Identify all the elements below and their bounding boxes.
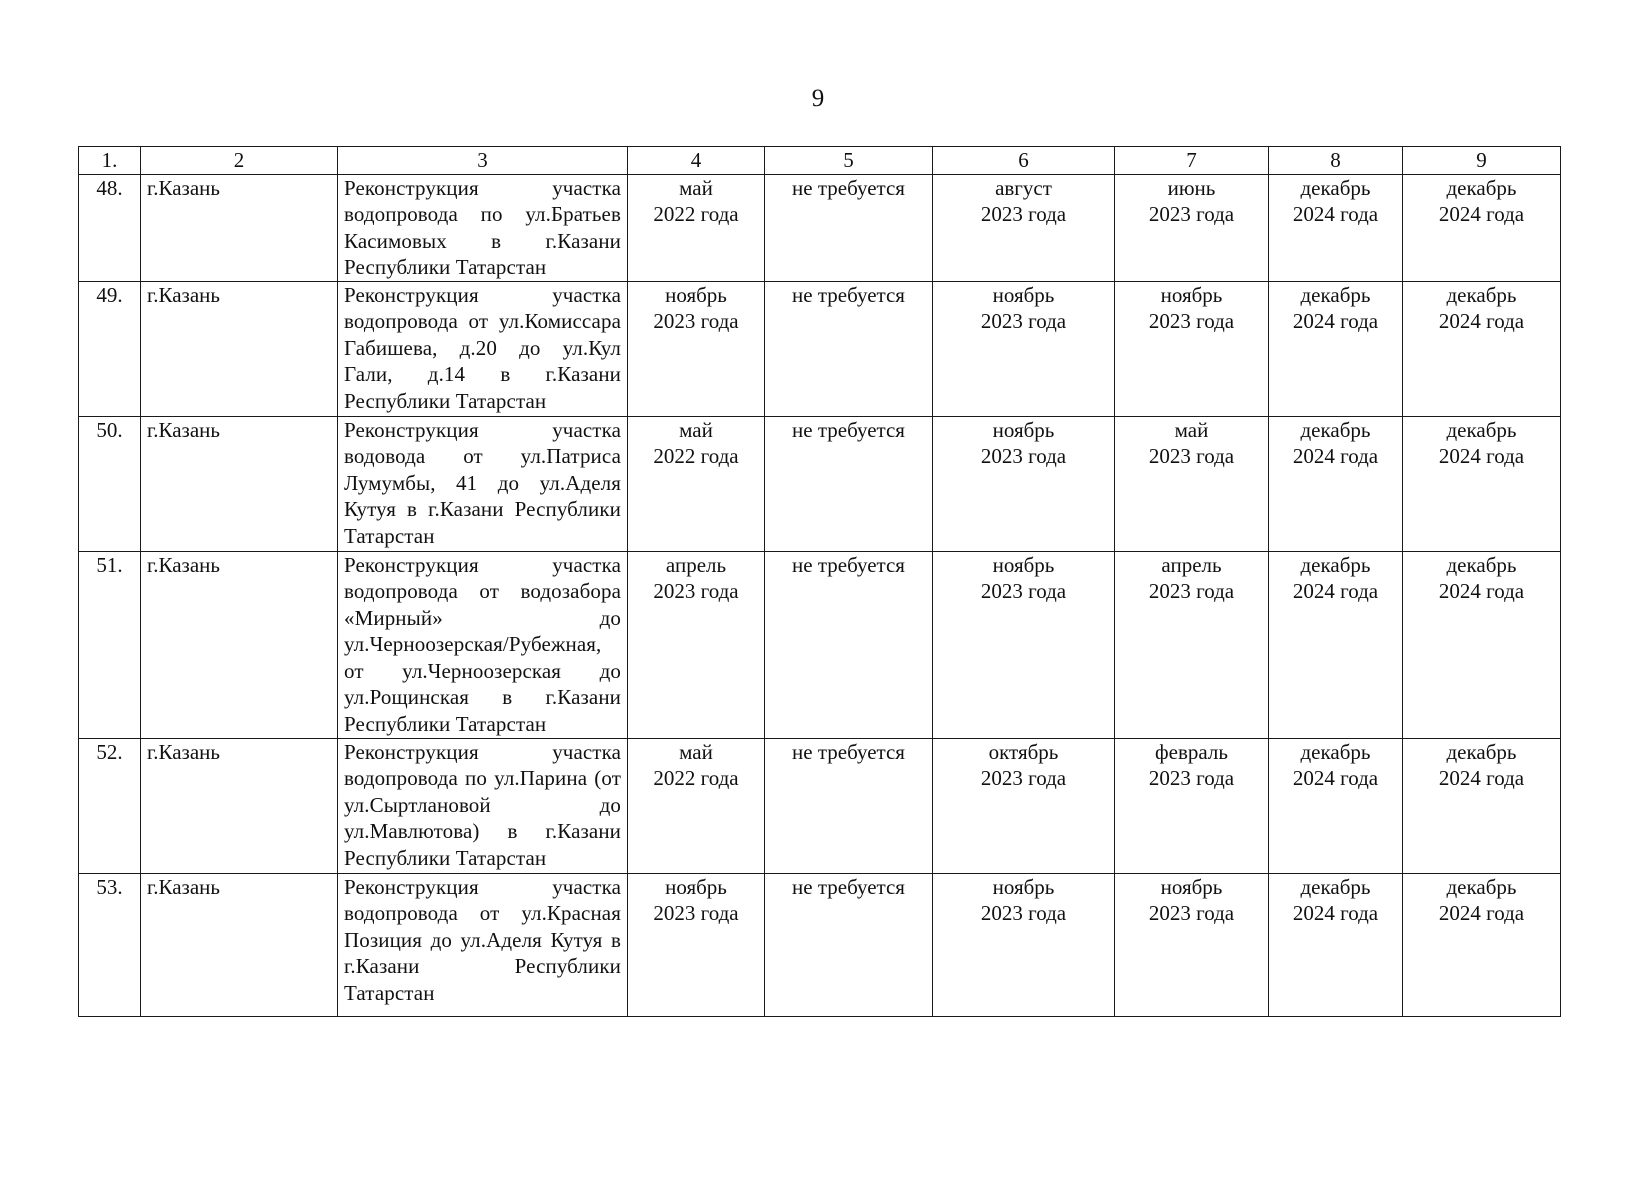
row-col9 [1403,416,1561,551]
row-col8 [1269,551,1403,738]
status-text: не требуется [792,282,905,307]
date-month: май [679,175,713,200]
date-year: 2022 года [653,766,739,790]
status-text: не требуется [792,175,905,200]
page-number: 9 [811,85,825,112]
row-col8 [1269,873,1403,1016]
header-cell-6: 6 [933,147,1115,175]
date-month: ноябрь [665,874,727,899]
row-col6 [933,738,1115,873]
row-description: Реконструкция участка водовода от ул.Патриса Лумумбы, 41 до ул.Аделя Кутуя в г.Казани Республики Татарстан [338,416,628,551]
row-number: 52. [79,738,141,873]
date-month: август [995,175,1052,200]
date-month: ноябрь [1160,282,1223,307]
date-month: апрель [665,552,727,577]
row-col8 [1269,416,1403,551]
row-description: Реконструкция участка водопровода по ул.Парина (от ул.Сыртлановой до ул.Мавлютова) в г.Казани Республики Татарстан [338,738,628,873]
date-month: декабрь [1446,874,1517,899]
row-col5 [765,416,933,551]
row-city: г.Казань [141,551,338,738]
date-month: февраль [1155,739,1228,764]
row-col9 [1403,738,1561,873]
date-month: декабрь [1300,739,1371,764]
row-description: Реконструкция участка водопровода от ул.Красная Позиция до ул.Аделя Кутуя в г.Казани Республики Татарстан [338,873,628,1016]
row-city: г.Казань [141,873,338,1016]
date-year: 2023 года [980,579,1067,603]
date-year: 2023 года [653,579,739,603]
row-col5 [765,281,933,416]
date-year: 2022 года [653,202,739,226]
date-month: ноябрь [992,874,1055,899]
table-row [79,551,1561,738]
header-cell-7: 7 [1115,147,1269,175]
date-year: 2024 года [1438,766,1525,790]
row-col4 [628,873,765,1016]
date-year: 2023 года [1148,444,1235,468]
status-text: не требуется [792,552,905,577]
table-row [79,738,1561,873]
header-cell-2: 2 [141,147,338,175]
row-col9 [1403,174,1561,281]
date-year: 2024 года [1292,766,1379,790]
row-col8 [1269,281,1403,416]
row-city: г.Казань [141,174,338,281]
row-col7 [1115,551,1269,738]
date-year: 2023 года [1148,901,1235,925]
date-year: 2024 года [1438,202,1525,226]
row-city: г.Казань [141,738,338,873]
header-cell-8: 8 [1269,147,1403,175]
row-col6 [933,551,1115,738]
date-year: 2024 года [1292,444,1379,468]
date-year: 2024 года [1292,579,1379,603]
date-month: декабрь [1300,417,1371,442]
header-row [79,147,1561,175]
row-number: 51. [79,551,141,738]
date-year: 2023 года [980,309,1067,333]
row-col7 [1115,416,1269,551]
header-cell-4: 4 [628,147,765,175]
row-col8 [1269,174,1403,281]
date-month: декабрь [1446,282,1517,307]
date-month: декабрь [1446,552,1517,577]
date-year: 2022 года [653,444,739,468]
table-row [79,281,1561,416]
row-number: 48. [79,174,141,281]
schedule-table [78,146,1561,1017]
date-year: 2024 года [1292,202,1379,226]
row-col5 [765,873,933,1016]
date-month: май [679,739,713,764]
row-description: Реконструкция участка водопровода от водозабора «Мирный» до ул.Черноозерская/Рубежная, от ул.Черноозерская до ул.Рощинская в г.Казани Республики Татарстан [338,551,628,738]
header-cell-9: 9 [1403,147,1561,175]
date-year: 2023 года [1148,766,1235,790]
row-col7 [1115,738,1269,873]
row-col4 [628,738,765,873]
date-month: ноябрь [992,282,1055,307]
status-text: не требуется [792,739,905,764]
row-col9 [1403,551,1561,738]
row-col4 [628,416,765,551]
row-col9 [1403,873,1561,1016]
date-month: декабрь [1446,175,1517,200]
row-col8 [1269,738,1403,873]
date-year: 2023 года [1148,202,1235,226]
date-year: 2023 года [653,901,739,925]
date-month: июнь [1167,175,1216,200]
row-description: Реконструкция участка водопровода по ул.Братьев Касимовых в г.Казани Республики Татарстан [338,174,628,281]
date-month: декабрь [1300,874,1371,899]
row-city: г.Казань [141,416,338,551]
header-cell-5: 5 [765,147,933,175]
row-number: 49. [79,281,141,416]
row-col4 [628,174,765,281]
row-col7 [1115,174,1269,281]
row-number: 53. [79,873,141,1016]
date-year: 2023 года [980,444,1067,468]
row-city: г.Казань [141,281,338,416]
date-month: декабрь [1300,552,1371,577]
date-year: 2023 года [980,202,1067,226]
row-number: 50. [79,416,141,551]
date-month: декабрь [1446,417,1517,442]
date-year: 2024 года [1292,309,1379,333]
row-col5 [765,738,933,873]
date-year: 2023 года [1148,309,1235,333]
date-month: декабрь [1300,282,1371,307]
row-col7 [1115,873,1269,1016]
row-col5 [765,174,933,281]
row-col6 [933,873,1115,1016]
table-row [79,873,1561,1016]
date-year: 2023 года [980,766,1067,790]
date-year: 2024 года [1438,309,1525,333]
status-text: не требуется [792,417,905,442]
date-month: май [679,417,713,442]
date-month: ноябрь [992,417,1055,442]
date-month: ноябрь [1160,874,1223,899]
date-year: 2024 года [1438,444,1525,468]
date-month: октябрь [988,739,1059,764]
date-year: 2023 года [980,901,1067,925]
date-year: 2023 года [653,309,739,333]
table-row [79,174,1561,281]
row-description: Реконструкция участка водопровода от ул.Комиссара Габишева, д.20 до ул.Кул Гали, д.14 в г.Казани Республики Татарстан [338,281,628,416]
row-col6 [933,281,1115,416]
date-year: 2024 года [1292,901,1379,925]
date-year: 2024 года [1438,901,1525,925]
row-col4 [628,281,765,416]
date-year: 2023 года [1148,579,1235,603]
date-month: ноябрь [992,552,1055,577]
header-cell-1: 1. [79,147,141,175]
row-col5 [765,551,933,738]
table-row [79,416,1561,551]
row-col9 [1403,281,1561,416]
row-col4 [628,551,765,738]
date-month: май [1174,417,1209,442]
date-month: декабрь [1446,739,1517,764]
date-month: апрель [1161,552,1222,577]
status-text: не требуется [792,874,905,899]
row-col6 [933,416,1115,551]
row-col6 [933,174,1115,281]
date-month: декабрь [1300,175,1371,200]
row-col7 [1115,281,1269,416]
date-month: ноябрь [665,282,727,307]
header-cell-3: 3 [338,147,628,175]
date-year: 2024 года [1438,579,1525,603]
